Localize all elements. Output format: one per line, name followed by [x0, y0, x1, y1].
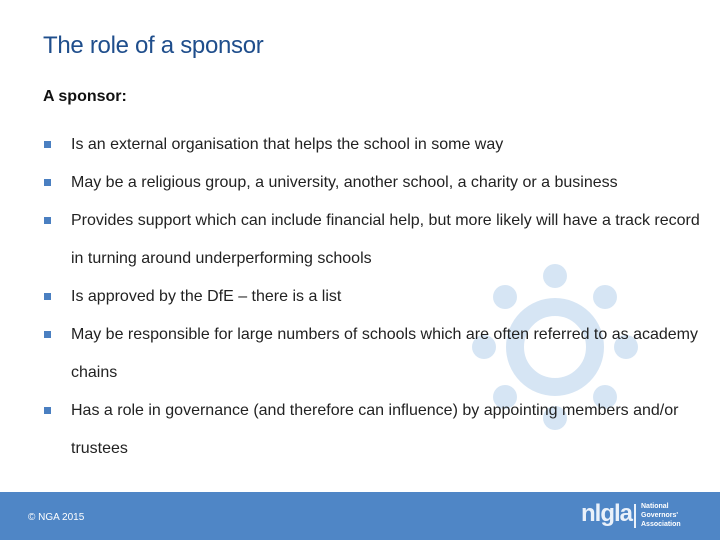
bullet-item — [44, 316, 704, 392]
bullet-item — [44, 126, 704, 164]
bullet-text: Has a role in governance (and therefore can influence) by appointing members and/or trustees — [71, 402, 679, 457]
nga-logo — [581, 500, 711, 532]
logo-text-lines — [641, 502, 681, 529]
logo-divider — [634, 504, 636, 528]
square-bullet-icon — [44, 407, 51, 414]
square-bullet-icon — [44, 331, 51, 338]
logo-line: National — [641, 503, 669, 510]
bullet-item — [44, 278, 704, 316]
logo-wordmark: nlgla — [581, 500, 633, 527]
slide-title: The role of a sponsor — [43, 32, 264, 59]
bullet-text: Provides support which can include financial help, but more likely will have a track record in turning around underperforming schools — [71, 212, 700, 267]
bullet-text: May be a religious group, a university, another school, a charity or a business — [71, 174, 618, 191]
bullet-item — [44, 164, 704, 202]
square-bullet-icon — [44, 179, 51, 186]
bullet-item — [44, 392, 704, 468]
logo-line: Association — [641, 521, 681, 528]
logo-line: Governors' — [641, 512, 679, 519]
bullet-list — [44, 126, 704, 468]
bullet-text: Is an external organisation that helps the school in some way — [71, 136, 504, 153]
square-bullet-icon — [44, 141, 51, 148]
copyright-text: © NGA 2015 — [28, 512, 85, 523]
bullet-text: Is approved by the DfE – there is a list — [71, 288, 342, 305]
bullet-text: May be responsible for large numbers of schools which are often referred to as academy chains — [71, 326, 698, 381]
footer-bar — [0, 492, 720, 540]
slide-subtitle: A sponsor: — [43, 88, 127, 105]
bullet-item — [44, 202, 704, 278]
square-bullet-icon — [44, 293, 51, 300]
square-bullet-icon — [44, 217, 51, 224]
